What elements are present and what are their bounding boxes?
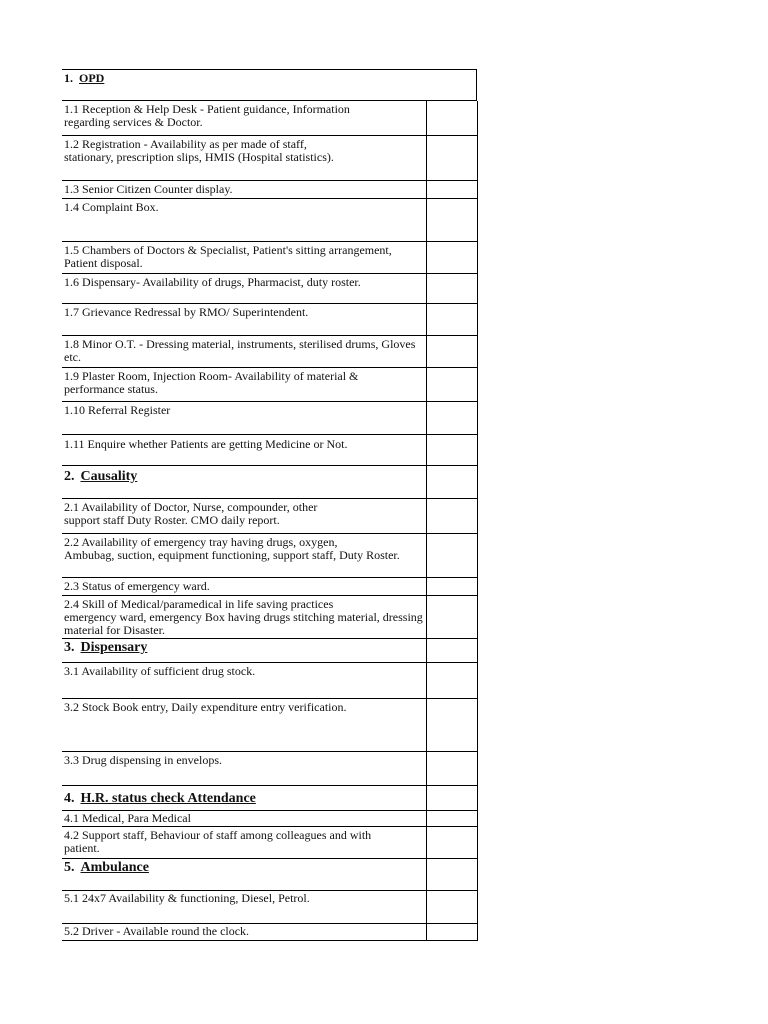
table-row xyxy=(62,596,477,639)
table-row xyxy=(62,304,477,336)
section-header-dispensary xyxy=(62,639,477,663)
item-text: 3.3 Drug dispensing in envelops. xyxy=(64,753,222,767)
check-cell[interactable] xyxy=(426,699,478,752)
table-row xyxy=(62,368,477,402)
item-text: 2.1 Availability of Doctor, Nurse, compounder, other support staff Duty Roster. CMO daily report. xyxy=(64,500,318,527)
checklist-table xyxy=(62,69,477,941)
check-cell[interactable] xyxy=(426,578,478,596)
check-cell[interactable] xyxy=(426,181,478,199)
check-cell[interactable] xyxy=(426,859,478,891)
check-cell[interactable] xyxy=(426,811,478,827)
item-text: 3.1 Availability of sufficient drug stock. xyxy=(64,664,256,678)
check-cell[interactable] xyxy=(426,596,478,639)
check-cell[interactable] xyxy=(426,368,478,402)
item-text: 1.9 Plaster Room, Injection Room- Availability of material & performance status. xyxy=(64,369,359,396)
section-number: 1. xyxy=(64,71,73,85)
check-cell[interactable] xyxy=(426,242,478,274)
check-cell[interactable] xyxy=(426,274,478,304)
section-title: OPD xyxy=(79,71,105,85)
table-row xyxy=(62,435,477,466)
item-text: 1.6 Dispensary- Availability of drugs, Pharmacist, duty roster. xyxy=(64,275,361,289)
check-cell[interactable] xyxy=(426,435,478,466)
table-row xyxy=(62,101,477,136)
table-row xyxy=(62,534,477,578)
table-row xyxy=(62,274,477,304)
section-header-causality xyxy=(62,466,477,499)
table-row xyxy=(62,699,477,752)
item-text: 5.2 Driver - Available round the clock. xyxy=(64,924,250,938)
section-number: 5. xyxy=(64,860,75,875)
section-title: Causality xyxy=(80,469,138,484)
check-cell[interactable] xyxy=(426,136,478,181)
item-text: 1.10 Referral Register xyxy=(64,403,171,417)
check-cell[interactable] xyxy=(426,534,478,578)
section-number: 4. xyxy=(64,791,75,806)
section-title: H.R. status check Attendance xyxy=(80,791,256,806)
section-header-opd xyxy=(62,70,477,101)
item-text: 2.4 Skill of Medical/paramedical in life saving practices emergency ward, emergency Box having drugs stitching material, dressing material for Disaster. xyxy=(64,597,423,637)
table-row xyxy=(62,578,477,596)
table-row xyxy=(62,402,477,435)
section-header-ambulance xyxy=(62,859,477,891)
item-text: 1.1 Reception & Help Desk - Patient guidance, Information regarding services & Doctor. xyxy=(64,102,350,129)
table-row xyxy=(62,336,477,368)
item-text: 4.2 Support staff, Behaviour of staff among colleagues and with patient. xyxy=(64,828,372,855)
check-cell[interactable] xyxy=(426,499,478,534)
item-text: 1.3 Senior Citizen Counter display. xyxy=(64,182,233,196)
section-number: 2. xyxy=(64,469,75,484)
item-text: 4.1 Medical, Para Medical xyxy=(64,811,191,825)
table-row xyxy=(62,136,477,181)
check-cell[interactable] xyxy=(426,924,478,941)
item-text: 1.2 Registration - Availability as per made of staff, stationary, prescription slips, HMIS (Hospital statistics). xyxy=(64,137,334,164)
check-cell[interactable] xyxy=(426,827,478,859)
check-cell[interactable] xyxy=(426,402,478,435)
item-text: 1.8 Minor O.T. - Dressing material, instruments, sterilised drums, Gloves etc. xyxy=(64,337,416,364)
item-text: 5.1 24x7 Availability & functioning, Diesel, Petrol. xyxy=(64,891,310,905)
table-row xyxy=(62,891,477,924)
check-cell[interactable] xyxy=(426,101,478,136)
check-cell[interactable] xyxy=(426,304,478,336)
table-row xyxy=(62,181,477,199)
check-cell[interactable] xyxy=(426,786,478,811)
section-title: Ambulance xyxy=(80,860,149,875)
table-row xyxy=(62,924,477,941)
item-text: 1.5 Chambers of Doctors & Specialist, Patient's sitting arrangement, Patient disposal. xyxy=(64,243,392,270)
table-row xyxy=(62,242,477,274)
section-number: 3. xyxy=(64,640,75,655)
item-text: 3.2 Stock Book entry, Daily expenditure entry verification. xyxy=(64,700,347,714)
table-row xyxy=(62,663,477,699)
check-cell[interactable] xyxy=(426,199,478,242)
section-header-hr-status xyxy=(62,786,477,811)
table-row xyxy=(62,199,477,242)
section-title: Dispensary xyxy=(80,640,148,655)
check-cell[interactable] xyxy=(426,663,478,699)
item-text: 2.2 Availability of emergency tray having drugs, oxygen, Ambubag, suction, equipment functioning, support staff, Duty Roster. xyxy=(64,535,400,562)
check-cell[interactable] xyxy=(426,336,478,368)
table-row xyxy=(62,752,477,786)
table-row xyxy=(62,811,477,827)
check-cell[interactable] xyxy=(426,891,478,924)
table-row xyxy=(62,827,477,859)
item-text: 1.11 Enquire whether Patients are getting Medicine or Not. xyxy=(64,437,348,451)
table-row xyxy=(62,499,477,534)
item-text: 1.4 Complaint Box. xyxy=(64,200,159,214)
item-text: 1.7 Grievance Redressal by RMO/ Superintendent. xyxy=(64,305,309,319)
item-text: 2.3 Status of emergency ward. xyxy=(64,579,210,593)
check-cell[interactable] xyxy=(426,466,478,499)
check-cell[interactable] xyxy=(426,639,478,663)
check-cell[interactable] xyxy=(426,752,478,786)
